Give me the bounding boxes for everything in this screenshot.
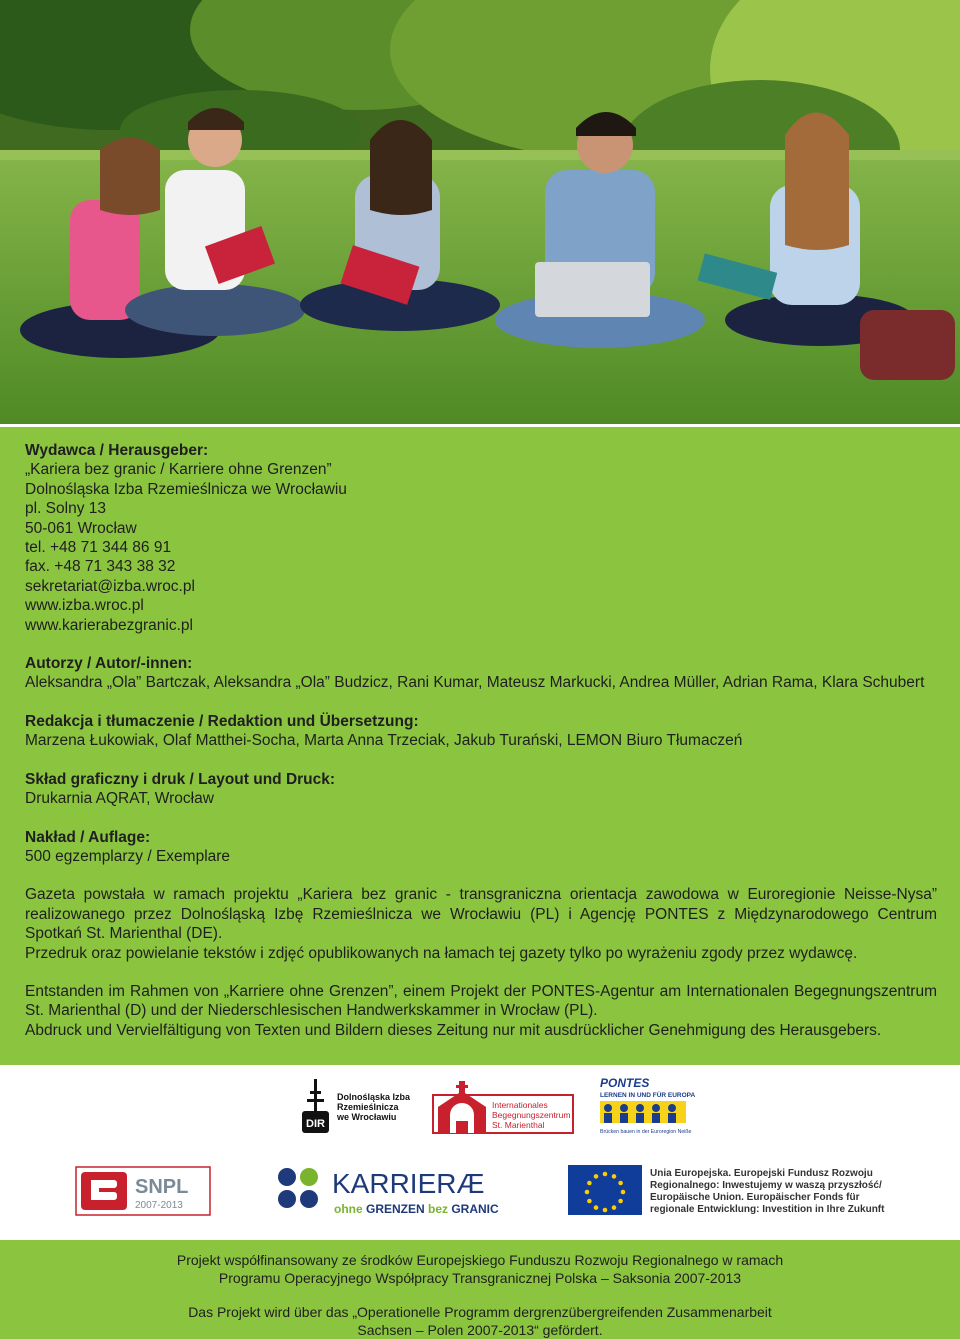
layout-section xyxy=(25,770,937,809)
header-photo xyxy=(0,0,960,424)
footer-pl-line1: Projekt współfinansowany ze środków Europejskiego Funduszu Rozwoju Regionalnego w ramach xyxy=(0,1252,960,1270)
publisher-section xyxy=(25,441,937,635)
authors-section xyxy=(25,654,937,693)
circulation-section xyxy=(25,828,937,867)
logos-strip xyxy=(0,1065,960,1240)
eu-line4: regionale Entwicklung: Investition in Ihre Zukunft xyxy=(650,1204,885,1215)
eu-line1: Unia Europejska. Europejski Fundusz Rozwoju xyxy=(650,1168,873,1179)
polish-notice-para1: Gazeta powstała w ramach projektu „Kariera bez granic - transgraniczna orientacja zawodowa w Euroregionie Neisse-Nysa” realizowanego przez Dolnośląską Izbę Rzemieślnicza we Wrocławiu (PL) i Agencję PONTES z Międzynarodowego Centrum Spotkań St. Marienthal (DE). xyxy=(25,885,937,943)
pontes-tagline: Brücken bauen in der Euroregion Neiße xyxy=(600,1129,692,1135)
publisher-line: Dolnośląska Izba Rzemieślnicza we Wrocławiu xyxy=(25,480,937,499)
footer-pl-line2: Programu Operacyjnego Współpracy Transgranicznej Polska – Saksonia 2007-2013 xyxy=(0,1270,960,1288)
polish-notice xyxy=(25,885,937,963)
publisher-line: pl. Solny 13 xyxy=(25,499,937,518)
eu-line2: Regionalnego: Inwestujemy w waszą przyszłość/ xyxy=(650,1180,882,1191)
pontes-title: PONTES xyxy=(600,1076,649,1090)
circulation-text: 500 egzemplarzy / Exemplare xyxy=(25,847,937,866)
dir-mark: DIR xyxy=(306,1118,325,1130)
ibz-line2: Begegnungszentrum xyxy=(492,1110,570,1120)
snpl-logo xyxy=(75,1166,211,1216)
layout-text: Drukarnia AQRAT, Wrocław xyxy=(25,789,937,808)
circulation-heading: Nakład / Auflage: xyxy=(25,828,937,847)
students-on-grass-image xyxy=(0,0,960,424)
polish-notice-para2: Przedruk oraz powielanie tekstów i zdjęć opublikowanych na łamach tej gazety tylko po wyrażeniu zgody przez wydawcę. xyxy=(25,944,937,963)
german-notice-para1: Entstanden im Rahmen von „Karriere ohne Grenzen”, einem Projekt der PONTES-Agentur am Internationalen Begegnungszentrum St. Marienthal (D) und der Niederschlesischen Handwerkskammer in Wrocław (PL). xyxy=(25,982,937,1021)
karriere-dots-icon xyxy=(278,1168,318,1208)
pontes-people-icon xyxy=(600,1101,686,1123)
footer-polish xyxy=(0,1240,960,1287)
dir-logo xyxy=(298,1077,398,1137)
karriere-logo xyxy=(276,1165,508,1219)
footer-de-line1: Das Projekt wird über das „Operationelle Programm dergrenzübergreifenden Zusammenarbeit xyxy=(0,1304,960,1322)
publisher-line: 50-061 Wrocław xyxy=(25,519,937,538)
publisher-website-link[interactable]: www.izba.wroc.pl xyxy=(25,596,937,615)
snpl-name: SNPL xyxy=(135,1176,188,1198)
eu-line3: Europäische Union. Europäischer Fonds für xyxy=(650,1192,860,1203)
karriere-name: KARRIERÆ xyxy=(332,1168,484,1199)
ibz-logo xyxy=(432,1077,574,1137)
editing-section xyxy=(25,712,937,751)
footer-german xyxy=(0,1287,960,1339)
snpl-years: 2007-2013 xyxy=(135,1200,183,1211)
publisher-line: „Kariera bez granic / Karriere ohne Grenzen” xyxy=(25,460,937,479)
german-notice-para2: Abdruck und Vervielfältigung von Texten und Bildern dieses Zeitung nur mit ausdrücklicher Genehmigung des Herausgebers. xyxy=(25,1021,937,1040)
dir-line3: we Wrocławiu xyxy=(336,1112,396,1122)
imprint-content xyxy=(25,441,937,1059)
publisher-line: fax. +48 71 343 38 32 xyxy=(25,557,937,576)
publisher-line: tel. +48 71 344 86 91 xyxy=(25,538,937,557)
footer xyxy=(0,1240,960,1338)
german-notice xyxy=(25,982,937,1040)
project-website-link[interactable]: www.karierabezgranic.pl xyxy=(25,616,937,635)
pontes-logo xyxy=(598,1075,690,1139)
ibz-line3: St. Marienthal xyxy=(492,1120,545,1130)
authors-text: Aleksandra „Ola” Bartczak, Aleksandra „Ola” Budzicz, Rani Kumar, Mateusz Markucki, Andrea Müller, Adrian Rama, Klara Schubert xyxy=(25,673,937,692)
layout-heading: Skład graficzny i druk / Layout und Druck: xyxy=(25,770,937,789)
footer-de-line2: Sachsen – Polen 2007-2013“ gefördert. xyxy=(0,1322,960,1339)
editing-heading: Redakcja i tłumaczenie / Redaktion und Übersetzung: xyxy=(25,712,937,731)
dir-line2: Rzemieślnicza xyxy=(337,1102,400,1112)
ibz-line1: Internationales xyxy=(492,1100,548,1110)
publisher-heading: Wydawca / Herausgeber: xyxy=(25,441,937,460)
dir-line1: Dolnośląska Izba xyxy=(337,1092,411,1102)
karriere-tagline: ohne GRENZEN bez GRANIC xyxy=(334,1202,499,1216)
snpl-mark-icon xyxy=(81,1172,127,1210)
authors-heading: Autorzy / Autor/-innen: xyxy=(25,654,937,673)
pontes-subtitle: LERNEN IN UND FÜR EUROPA xyxy=(600,1090,696,1099)
eu-logo xyxy=(568,1163,898,1219)
publisher-email[interactable]: sekretariat@izba.wroc.pl xyxy=(25,577,937,596)
editing-text: Marzena Łukowiak, Olaf Matthei-Socha, Marta Anna Trzeciak, Jakub Turański, LEMON Biuro Tłumaczeń xyxy=(25,731,937,750)
